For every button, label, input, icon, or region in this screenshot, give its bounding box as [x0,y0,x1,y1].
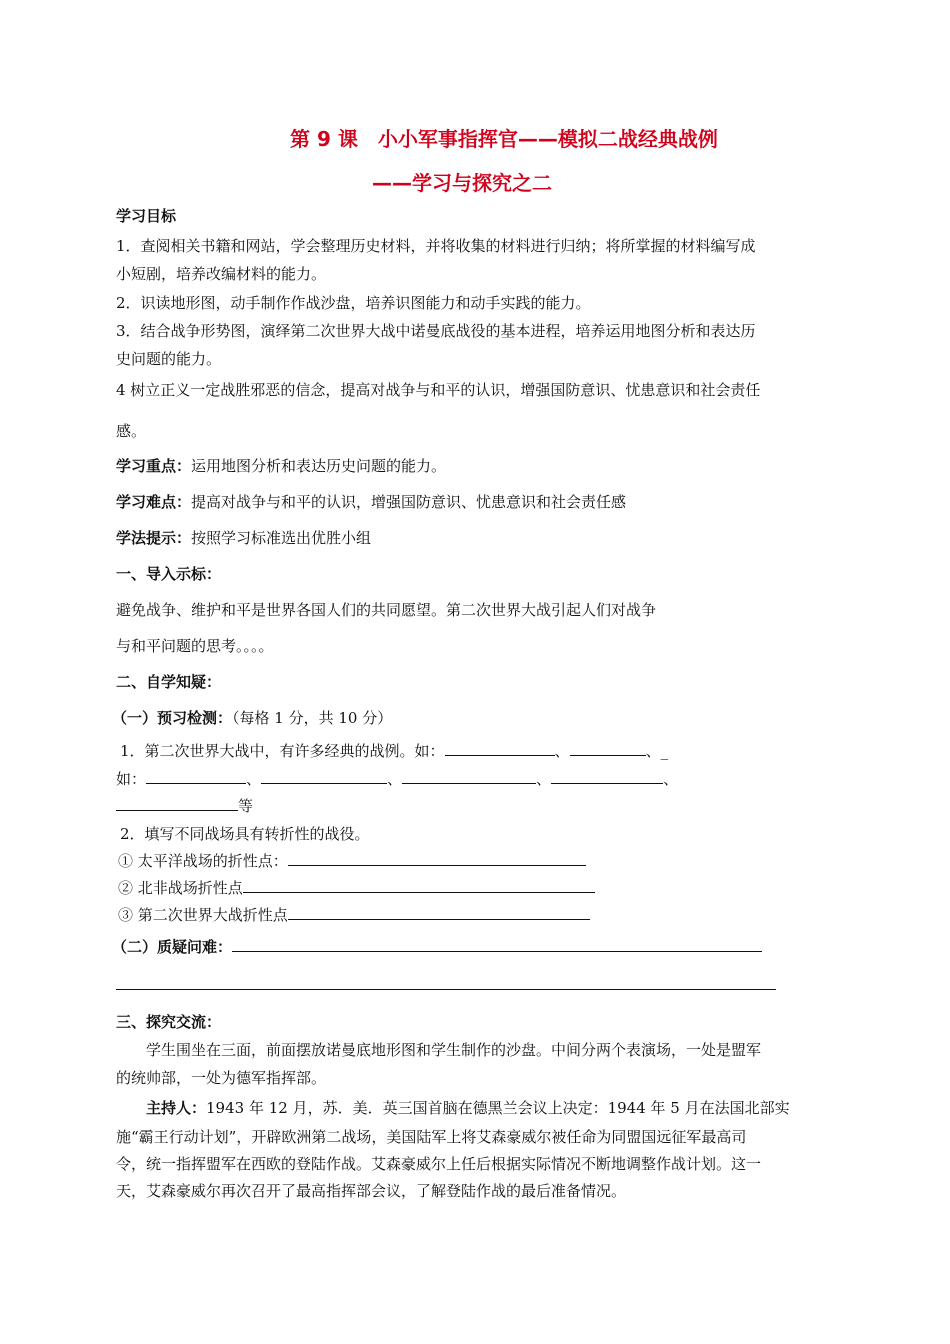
question-1-text: 1．第二次世界大战中，有许多经典的战例。如： [120,742,445,760]
difficulty-point [116,491,626,512]
blank-field[interactable] [551,769,663,784]
section2-heading: 二、自学知疑： [116,673,222,691]
blank-field[interactable] [288,851,586,866]
answer-line[interactable] [232,937,762,952]
question-2c [118,904,590,925]
question-2b [118,877,595,898]
blank-field[interactable] [288,905,590,920]
objective-4b: 感。 [116,422,147,440]
question-2c-label: ③ 第二次世界大战折性点 [118,906,288,924]
method-tip [116,527,371,548]
preview-check [112,707,392,728]
section1-heading: 一、导入示标： [116,565,222,583]
blank-field[interactable] [445,741,555,756]
question-2-text: 2．填写不同战场具有转折性的战役。 [120,825,370,843]
blank-field[interactable] [243,878,595,893]
method-label: 学法提示： [116,529,192,547]
section3-heading: 三、探究交流： [116,1013,222,1031]
section3-paragraph-2c: 令，统一指挥盟军在西欧的登陆作战。艾森豪威尔上任后根据实际情况不断地调整作战计划。这一 [116,1155,762,1173]
question-2b-label: ② 北非战场折性点 [118,879,243,897]
questioning-label: （二）质疑问难： [112,938,233,956]
separator: 、 [246,770,262,788]
objective-3b: 史问题的能力。 [116,350,222,368]
key-point [116,455,446,476]
question-1-end: 等 [238,797,254,815]
objective-1b: 小短剧，培养改编材料的能力。 [116,265,327,283]
separator: 、 [536,770,552,788]
question-1-line-3 [116,795,253,816]
difficulty-label: 学习难点： [116,493,192,511]
method-text: 按照学习标准选出优胜小组 [191,529,372,547]
host-text: 1943 年 12 月，苏．美．英三国首脑在德黑兰会议上决定：1944 年 5 月在法国北部实 [206,1099,790,1117]
question-2a [118,850,586,871]
question-1-line-1 [120,740,668,761]
objectives-heading: 学习目标 [116,207,177,225]
separator: 、 [387,770,403,788]
blank-field[interactable] [570,741,646,756]
key-point-text: 运用地图分析和表达历史问题的能力。 [191,457,447,475]
separator: 、 [663,770,679,788]
blank-field[interactable] [116,796,238,811]
section3-paragraph-1b: 的统帅部，一处为德军指挥部。 [116,1069,327,1087]
objective-3a: 3．结合战争形势图，演绎第二次世界大战中诺曼底战役的基本进程，培养运用地图分析和表达历 [116,322,756,340]
preview-check-label: （一）预习检测： [112,709,233,727]
blank-field[interactable] [402,769,536,784]
host-label: 主持人： [146,1099,207,1117]
blank-field[interactable] [146,769,246,784]
question-1-line-2 [116,768,678,789]
question-1-prefix: 如： [116,770,147,788]
lesson-title: 第 9 课 小小军事指挥官——模拟二战经典战例 [290,127,718,151]
preview-check-note: （每格 1 分，共 10 分） [232,709,393,727]
host-line [146,1097,790,1118]
blank-field[interactable] [261,769,387,784]
question-2a-label: ① 太平洋战场的折性点： [118,852,288,870]
section1-paragraph-1: 避免战争、维护和平是世界各国人们的共同愿望。第二次世界大战引起人们对战争 [116,601,657,619]
difficulty-text: 提高对战争与和平的认识，增强国防意识、忧患意识和社会责任感 [191,493,627,511]
objective-2: 2．识读地形图，动手制作作战沙盘，培养识图能力和动手实践的能力。 [116,294,591,312]
objective-4a: 4 树立正义一定战胜邪恶的信念，提高对战争与和平的认识，增强国防意识、忧患意识和社会责任 [116,381,761,399]
section3-paragraph-1a: 学生围坐在三面，前面摆放诺曼底地形图和学生制作的沙盘。中间分两个表演场，一处是盟军 [146,1041,762,1059]
lesson-subtitle: ——学习与探究之二 [372,171,552,195]
separator: 、_ [645,742,669,760]
section3-paragraph-2d: 天，艾森豪威尔再次召开了最高指挥部会议，了解登陆作战的最后准备情况。 [116,1182,627,1200]
objective-1a: 1．查阅相关书籍和网站，学会整理历史材料，并将收集的材料进行归纳；将所掌握的材料编写成 [116,237,756,255]
separator: 、 [554,742,570,760]
answer-line[interactable] [116,989,776,990]
questioning [112,936,762,957]
key-point-label: 学习重点： [116,457,192,475]
section3-paragraph-2b: 施“霸王行动计划”，开辟欧洲第二战场，美国陆军上将艾森豪威尔被任命为同盟国远征军最高司 [116,1128,747,1146]
section1-paragraph-2: 与和平问题的思考。。。。 [116,637,274,655]
